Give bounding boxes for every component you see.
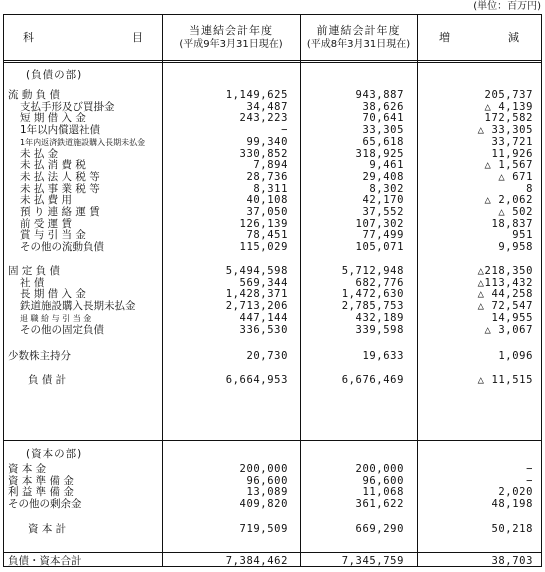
row-label: 支払手形及び買掛金 — [20, 100, 115, 113]
cell-chg: 951 — [512, 229, 533, 242]
header-divider — [4, 60, 541, 63]
cell-prev: 77,499 — [362, 229, 404, 242]
section-capital: (資本の部) — [26, 448, 83, 460]
cell-prev: 200,000 — [355, 463, 404, 475]
cell-chg: △ 2,062 — [484, 194, 533, 207]
cell-prev: 2,785,753 — [341, 300, 404, 313]
cell-prev: 361,622 — [355, 498, 404, 511]
row-label: 資 本 金 — [8, 463, 47, 475]
cell-prev: 33,305 — [362, 124, 404, 137]
cell-chg: △ 33,305 — [477, 124, 533, 137]
cell-chg: △ 11,515 — [477, 374, 533, 386]
table-row — [4, 351, 541, 363]
cell-chg: 50,218 — [491, 523, 533, 535]
cell-chg: △ 72,547 — [477, 300, 533, 313]
cell-prev: 8,302 — [369, 182, 404, 195]
cell-cur: 96,600 — [246, 474, 288, 487]
header-current-sub: (平成9年3月31日現在) — [179, 38, 283, 50]
cell-chg: 9,958 — [498, 241, 533, 254]
cell-prev: 105,071 — [355, 241, 404, 254]
cell-chg: 18,837 — [491, 217, 533, 230]
cell-cur: 200,000 — [239, 463, 288, 475]
cell-cur: − — [281, 124, 288, 137]
cell-cur: 7,894 — [253, 159, 288, 172]
row-label: 資 本 準 備 金 — [8, 474, 74, 487]
cell-chg: 2,020 — [498, 486, 533, 499]
cell-chg: 14,955 — [491, 311, 533, 324]
header-change-char2: 減 — [508, 30, 519, 44]
cell-cur: 40,108 — [246, 194, 288, 207]
header-item-char1: 科 — [23, 30, 34, 44]
cell-cur: 37,050 — [246, 206, 288, 218]
cell-chg: 1,096 — [498, 350, 533, 362]
cell-prev: 107,302 — [355, 217, 404, 230]
cell-cur: 243,223 — [239, 112, 288, 125]
cell-cur: 2,713,206 — [225, 300, 288, 313]
cell-prev: 42,170 — [362, 194, 404, 207]
cell-prev: 65,618 — [362, 135, 404, 148]
section-divider — [4, 440, 541, 441]
row-label: 利 益 準 備 金 — [8, 486, 74, 499]
cell-cur: 13,089 — [246, 486, 288, 499]
table-row — [4, 90, 541, 102]
header-previous-sub: (平成8年3月31日現在) — [306, 38, 411, 50]
row-label: 未 払 金 — [20, 147, 59, 160]
row-label: 負債・資本合計 — [8, 555, 82, 567]
table-row — [4, 137, 541, 149]
cell-chg: 38,703 — [491, 555, 533, 567]
section-liabilities: (負債の部) — [26, 69, 83, 81]
cell-cur: 6,664,953 — [225, 374, 288, 386]
table-row — [4, 313, 541, 325]
cell-cur: 447,144 — [239, 311, 288, 324]
cell-prev: 19,633 — [362, 350, 404, 362]
cell-cur: 115,029 — [239, 241, 288, 254]
cell-prev: 318,925 — [355, 147, 404, 160]
row-label: 前 受 運 賃 — [20, 217, 73, 230]
row-label: 預 り 連 絡 運 賃 — [20, 206, 100, 218]
cell-chg: 11,926 — [491, 147, 533, 160]
balance-sheet-table — [3, 14, 542, 567]
table-row — [4, 325, 541, 337]
row-label: 退 職 給 与 引 当 金 — [20, 313, 92, 323]
cell-prev: 38,626 — [362, 100, 404, 113]
row-label: 賞 与 引 当 金 — [20, 229, 86, 242]
header-previous — [300, 15, 417, 60]
cell-prev: 37,552 — [362, 206, 404, 218]
row-label: 未 払 法 人 税 等 — [20, 170, 100, 183]
cell-chg: △ 1,567 — [484, 159, 533, 172]
table-row — [4, 266, 541, 278]
cell-chg: 48,198 — [491, 498, 533, 511]
cell-prev: 682,776 — [355, 276, 404, 289]
cell-cur: 8,311 — [253, 182, 288, 195]
cell-chg: 8 — [526, 182, 533, 195]
cell-cur: 20,730 — [246, 350, 288, 362]
cell-chg: △113,432 — [477, 276, 533, 289]
row-label: 1年内返済鉄道施設購入長期未払金 — [20, 137, 146, 147]
row-label: 負 債 計 — [28, 374, 67, 386]
header-change-char1: 増 — [439, 30, 450, 44]
cell-cur: 1,428,371 — [225, 288, 288, 301]
cell-cur: 5,494,598 — [225, 265, 288, 277]
row-label: 未 払 消 費 税 — [20, 159, 86, 172]
cell-prev: 5,712,948 — [341, 265, 404, 277]
header-current — [162, 15, 300, 60]
row-label: 1年以内償還社債 — [20, 124, 101, 137]
cell-prev: 9,461 — [369, 159, 404, 172]
header-previous-title: 前連結会計年度 — [316, 23, 401, 37]
row-label: 資 本 計 — [28, 523, 67, 535]
cell-chg: − — [526, 474, 533, 487]
row-label: 未 払 事 業 税 等 — [20, 182, 100, 195]
cell-chg: △ 44,258 — [477, 288, 533, 301]
row-label: 短 期 借 入 金 — [20, 112, 86, 125]
cell-cur: 78,451 — [246, 229, 288, 242]
cell-prev: 29,408 — [362, 170, 404, 183]
cell-cur: 99,340 — [246, 135, 288, 148]
row-label: 長 期 借 入 金 — [20, 288, 86, 301]
table-row — [4, 242, 541, 254]
row-label: その他の流動負債 — [20, 241, 104, 254]
row-label: 社 債 — [20, 276, 45, 289]
cell-cur: 1,149,625 — [225, 89, 288, 101]
header-item — [4, 15, 162, 60]
cell-cur: 126,139 — [239, 217, 288, 230]
cell-prev: 7,345,759 — [341, 555, 404, 567]
cell-chg: − — [526, 463, 533, 475]
cell-chg: 172,582 — [484, 112, 533, 125]
cell-prev: 11,068 — [362, 486, 404, 499]
row-label: 流 動 負 債 — [8, 89, 61, 101]
header-current-title: 当連結会計年度 — [189, 23, 273, 37]
cell-prev: 1,472,630 — [341, 288, 404, 301]
row-label: 固 定 負 債 — [8, 265, 61, 277]
cell-prev: 943,887 — [355, 89, 404, 101]
cell-cur: 336,530 — [239, 323, 288, 336]
cell-cur: 569,344 — [239, 276, 288, 289]
table-row — [4, 556, 541, 568]
cell-chg: △ 4,139 — [484, 100, 533, 113]
cell-cur: 34,487 — [246, 100, 288, 113]
row-label: 鉄道施設購入長期未払金 — [20, 300, 136, 313]
header-change — [417, 15, 541, 60]
row-label: その他の剰余金 — [8, 498, 82, 511]
row-label: その他の固定負債 — [20, 323, 104, 336]
table-row — [4, 375, 541, 387]
cell-chg: △ 3,067 — [484, 323, 533, 336]
cell-chg: △ 502 — [498, 206, 533, 218]
table-row — [4, 499, 541, 511]
row-label: 未 払 費 用 — [20, 194, 73, 207]
cell-prev: 432,189 — [355, 311, 404, 324]
cell-chg: △218,350 — [477, 265, 533, 277]
table-row — [4, 524, 541, 536]
table-row — [4, 172, 541, 184]
cell-cur: 7,384,462 — [225, 555, 288, 567]
table-row — [4, 207, 541, 219]
cell-prev: 6,676,469 — [341, 374, 404, 386]
cell-prev: 96,600 — [362, 474, 404, 487]
header-item-char2: 目 — [132, 30, 143, 44]
cell-cur: 719,509 — [239, 523, 288, 535]
cell-cur: 409,820 — [239, 498, 288, 511]
cell-cur: 330,852 — [239, 147, 288, 160]
cell-prev: 70,641 — [362, 112, 404, 125]
cell-prev: 669,290 — [355, 523, 404, 535]
cell-prev: 339,598 — [355, 323, 404, 336]
unit-label: (単位：百万円) — [473, 1, 541, 12]
total-divider — [4, 552, 541, 553]
table-row — [4, 464, 541, 476]
cell-cur: 28,736 — [246, 170, 288, 183]
cell-chg: △ 671 — [498, 170, 533, 183]
cell-chg: 33,721 — [491, 135, 533, 148]
row-label: 少数株主持分 — [8, 350, 71, 362]
cell-chg: 205,737 — [484, 89, 533, 101]
